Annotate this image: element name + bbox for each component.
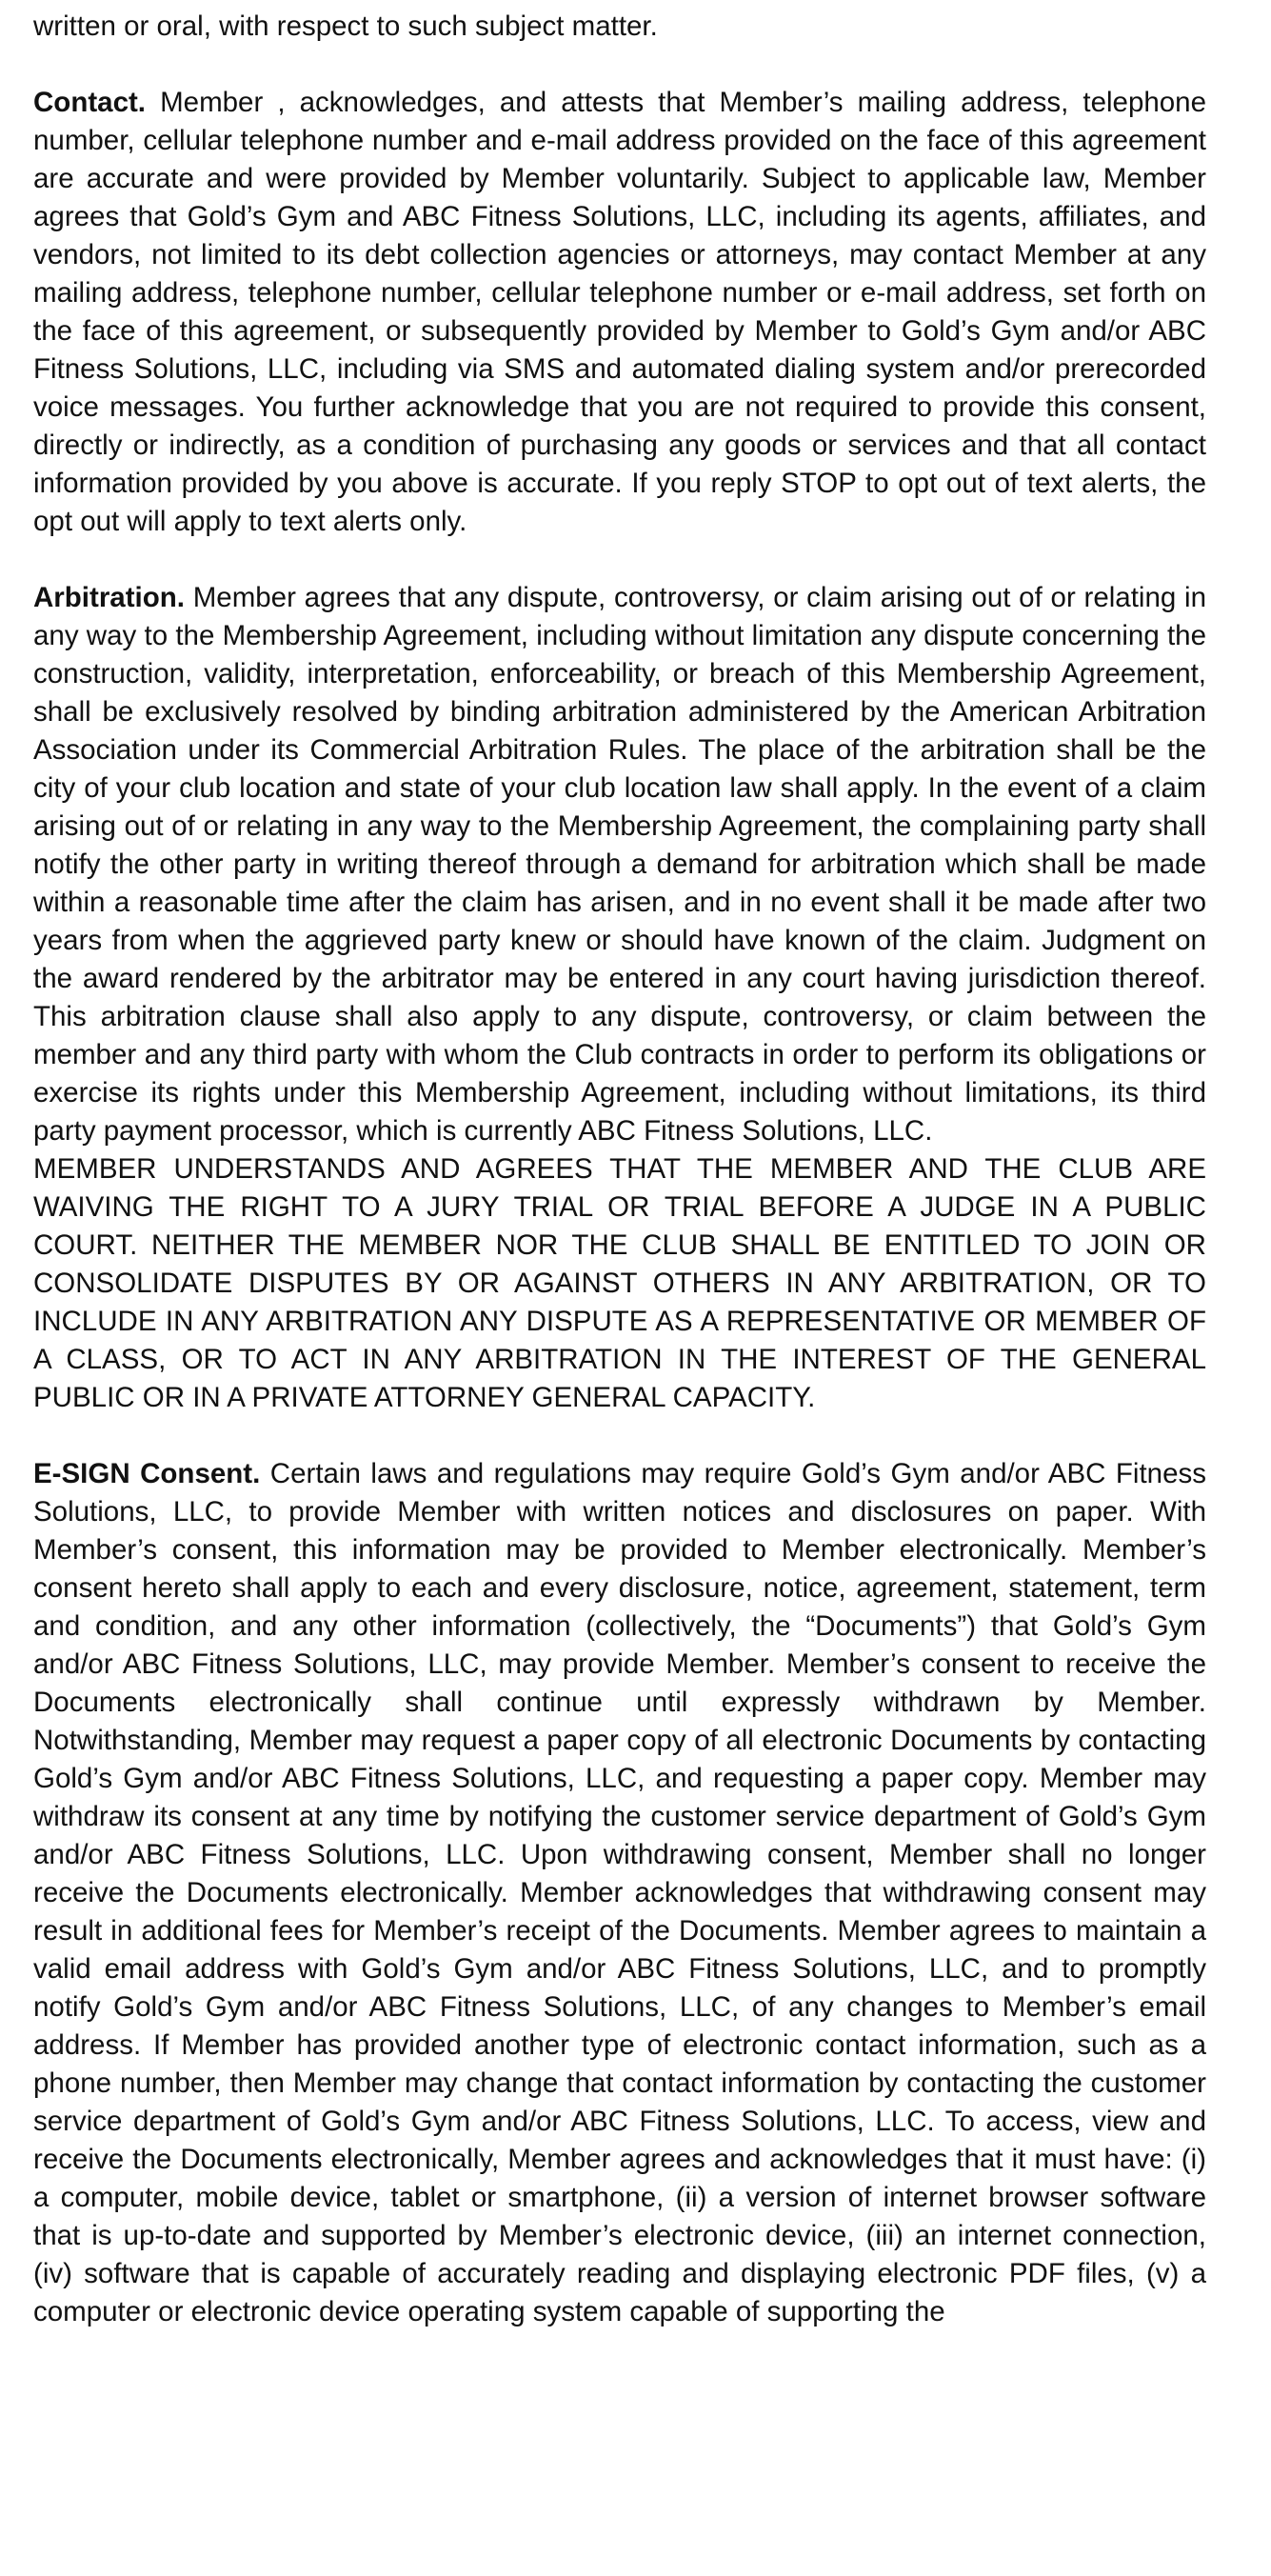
jury-waiver-text: MEMBER UNDERSTANDS AND AGREES THAT THE MEMBER AND THE CLUB ARE WAIVING THE RIGHT TO A JURY TRIAL OR TRIAL BEFORE A JUDGE IN A PUBLIC COURT. NEITHER THE MEMBER NOR THE CLUB SHALL BE ENTITLED TO JOIN OR CONSOLIDATE DISPUTES BY OR AGAINST OTHERS IN ANY ARBITRATION, OR TO INCLUDE IN ANY ARBITRATION ANY DISPUTE AS A REPRESENTATIVE OR MEMBER OF A CLASS, OR TO ACT IN ANY ARBITRATION IN THE INTEREST OF THE GENERAL PUBLIC OR IN A PRIVATE ATTORNEY GENERAL CAPACITY. [33,1153,1206,1413]
intro-tail-text: written or oral, with respect to such subject matter. [33,10,658,42]
arbitration-section [33,579,1206,1150]
esign-text: Certain laws and regulations may require Gold’s Gym and/or ABC Fitness Solutions, LLC, to provide Member with written notices and disclosures on paper. With Member’s consent, this information may be provided to Member electronically. Member’s consent hereto shall apply to each and every disclosure, notice, agreement, statement, term and condition, and any other information (collectively, the “Documents”) that Gold’s Gym and/or ABC Fitness Solutions, LLC, may provide Member. Member’s consent to receive the Documents electronically shall continue until expressly withdrawn by Member. Notwithstanding, Member may request a paper copy of all electronic Documents by contacting Gold’s Gym and/or ABC Fitness Solutions, LLC, and requesting a paper copy. Member may withdraw its consent at any time by notifying the customer service department of Gold’s Gym and/or ABC Fitness Solutions, LLC. Upon withdrawing consent, Member shall no longer receive the Documents electronically. Member acknowledges that withdrawing consent may result in additional fees for Member’s receipt of the Documents. Member agrees to maintain a valid email address with Gold’s Gym and/or ABC Fitness Solutions, LLC, and to promptly notify Gold’s Gym and/or ABC Fitness Solutions, LLC, of any changes to Member’s email address. If Member has provided another type of electronic contact information, such as a phone number, then Member may change that contact information by contacting the customer service department of Gold’s Gym and/or ABC Fitness Solutions, LLC. To access, view and receive the Documents electronically, Member agrees and acknowledges that it must have: (i) a computer, mobile device, tablet or smartphone, (ii) a version of internet browser software that is up-to-date and supported by Member’s electronic device, (iii) an internet connection, (iv) software that is capable of accurately reading and displaying electronic PDF files, (v) a computer or electronic device operating system capable of supporting the [33,1458,1206,2327]
section-spacer [33,1417,1206,1455]
arbitration-heading: Arbitration. [33,582,185,613]
arbitration-text: Member agrees that any dispute, controversy, or claim arising out of or relating in any way to the Membership Agreement, including without limitation any dispute concerning the construction, validity, interpretation, enforceability, or breach of this Membership Agreement, shall be exclusively resolved by binding arbitration administered by the American Arbitration Association under its Commercial Arbitration Rules. The place of the arbitration shall be the city of your club location and state of your club location law shall apply. In the event of a claim arising out of or relating in any way to the Membership Agreement, the complaining party shall notify the other party in writing thereof through a demand for arbitration which shall be made within a reasonable time after the claim has arisen, and in no event shall it be made after two years from when the aggrieved party knew or should have known of the claim. Judgment on the award rendered by the arbitrator may be entered in any court having jurisdiction thereof. This arbitration clause shall also apply to any dispute, controversy, or claim between the member and any third party with whom the Club contracts in order to perform its obligations or exercise its rights under this Membership Agreement, including without limitations, its third party payment processor, which is currently ABC Fitness Solutions, LLC. [33,582,1206,1147]
contact-text: Member , acknowledges, and attests that Member’s mailing address, telephone number, cellular telephone number and e-mail address provided on the face of this agreement are accurate and were provided by Member voluntarily. Subject to applicable law, Member agrees that Gold’s Gym and ABC Fitness Solutions, LLC, including its agents, affiliates, and vendors, not limited to its debt collection agencies or attorneys, may contact Member at any mailing address, telephone number, cellular telephone number or e-mail address, set forth on the face of this agreement, or subsequently provided by Member to Gold’s Gym and/or ABC Fitness Solutions, LLC, including via SMS and automated dialing system and/or prerecorded voice messages. You further acknowledge that you are not required to provide this consent, directly or indirectly, as a condition of purchasing any goods or services and that all contact information provided by you above is accurate. If you reply STOP to opt out of text alerts, the opt out will apply to text alerts only. [33,87,1206,537]
intro-tail-paragraph [33,8,1206,46]
esign-section [33,1455,1206,2331]
esign-heading: E-SIGN Consent. [33,1458,261,1489]
contact-section [33,84,1206,541]
jury-waiver-paragraph [33,1150,1206,1417]
agreement-document [33,8,1206,2369]
contact-heading: Contact. [33,87,146,118]
